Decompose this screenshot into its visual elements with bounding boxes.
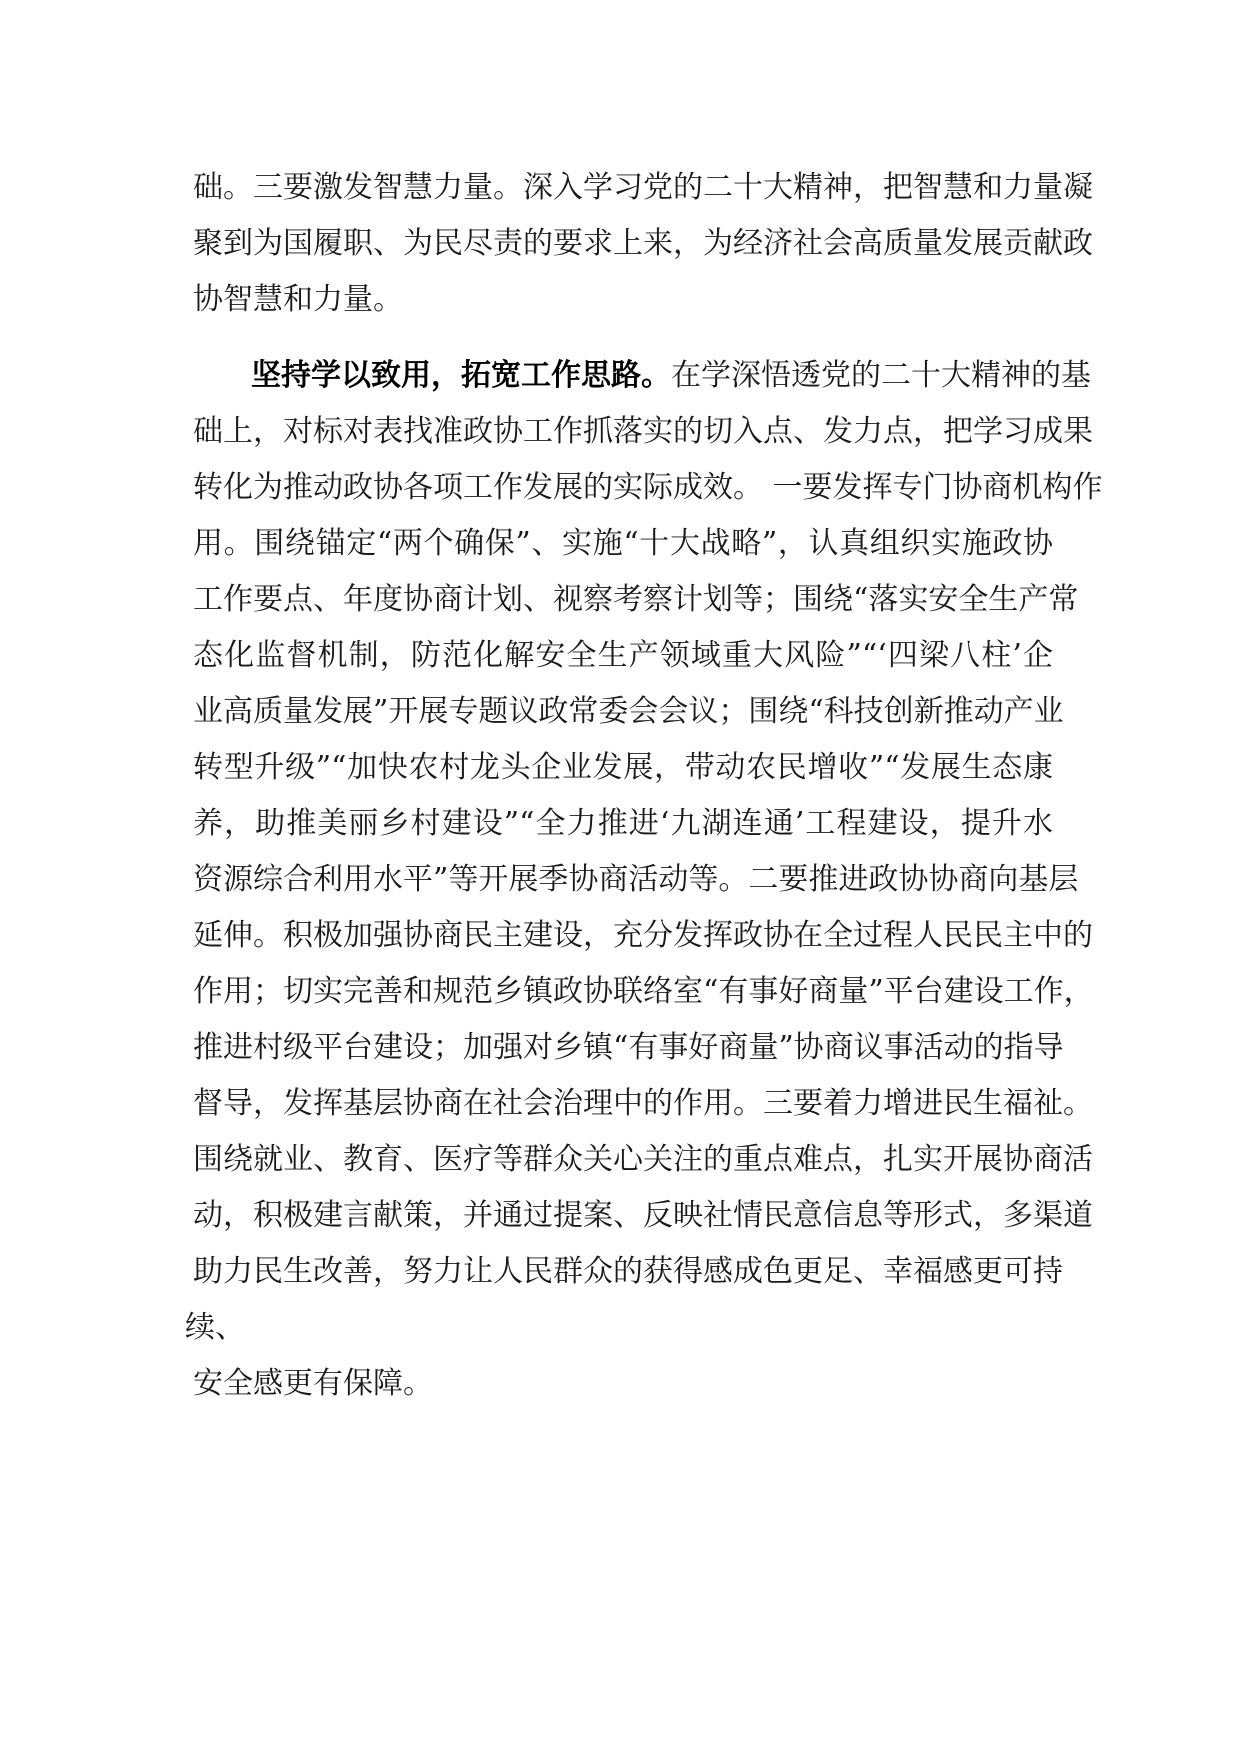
paragraph-2-line-5: 工作要点、年度协商计划、视察考察计划等；围绕“落实安全生产常 (193, 582, 1079, 617)
paragraph-2-line-16: 动，积极建言献策，并通过提案、反映社情民意信息等形式，多渠道 (193, 1198, 1093, 1233)
paragraph-2-line-4: 用。围绕锚定“两个确保”、实施“十大战略”，认真组织实施政协 (193, 526, 1053, 561)
paragraph-2-first-line (193, 348, 1091, 404)
paragraph-2-heading: 坚持学以致用，拓宽工作思路。 (251, 358, 671, 393)
paragraph-2-line-3: 转化为推动政协各项工作发展的实际成效。 一要发挥专门协商机构作 (193, 470, 1103, 505)
paragraph-2 (185, 348, 1103, 1412)
paragraph-2-line-7: 业高质量发展”开展专题议政常委会会议；围绕“科技创新推动产业 (193, 694, 1064, 729)
paragraph-2-first-line-rest: 在学深悟透党的二十大精神的基 (671, 358, 1091, 393)
paragraph-2-line-12: 作用；切实完善和规范乡镇政协联络室“有事好商量”平台建设工作， (193, 974, 1094, 1009)
paragraph-1-line-2: 聚到为国履职、为民尽责的要求上来，为经济社会高质量发展贡献政 (193, 226, 1093, 261)
paragraph-2-line-13: 推进村级平台建设；加强对乡镇“有事好商量”协商议事活动的指导 (193, 1030, 1064, 1065)
paragraph-1-line-1: 础。三要激发智慧力量。深入学习党的二十大精神，把智慧和力量凝 (193, 170, 1093, 205)
paragraph-2-line-15: 围绕就业、教育、医疗等群众关心关注的重点难点，扎实开展协商活 (193, 1142, 1093, 1177)
paragraph-2-line-14: 督导，发挥基层协商在社会治理中的作用。三要着力增进民生福祉。 (193, 1086, 1093, 1121)
paragraph-2-line-9: 养，助推美丽乡村建设”“全力推进‘九湖连通’工程建设，提升水 (193, 806, 1053, 841)
paragraph-2-line-8: 转型升级”“加快农村龙头企业发展，带动农民增收”“发展生态康 (193, 750, 1053, 785)
paragraph-2-line-10: 资源综合利用水平”等开展季协商活动等。二要推进政协协商向基层 (193, 862, 1079, 897)
paragraph-2-line-17: 助力民生改善，努力让人民群众的获得感成色更足、幸福感更可持 (193, 1254, 1063, 1289)
paragraph-2-line-18: 续、 (185, 1310, 245, 1345)
paragraph-2-line-6: 态化监督机制，防范化解安全生产领域重大风险”“‘四梁八柱’企 (193, 638, 1053, 673)
paragraph-2-line-11: 延伸。积极加强协商民主建设，充分发挥政协在全过程人民民主中的 (193, 918, 1093, 953)
paragraph-1-line-3: 协智慧和力量。 (193, 282, 403, 317)
paragraph-2-line-2: 础上，对标对表找准政协工作抓落实的切入点、发力点，把学习成果 (193, 414, 1093, 449)
paragraph-2-line-19: 安全感更有保障。 (193, 1366, 433, 1401)
paragraph-1 (193, 160, 1093, 328)
